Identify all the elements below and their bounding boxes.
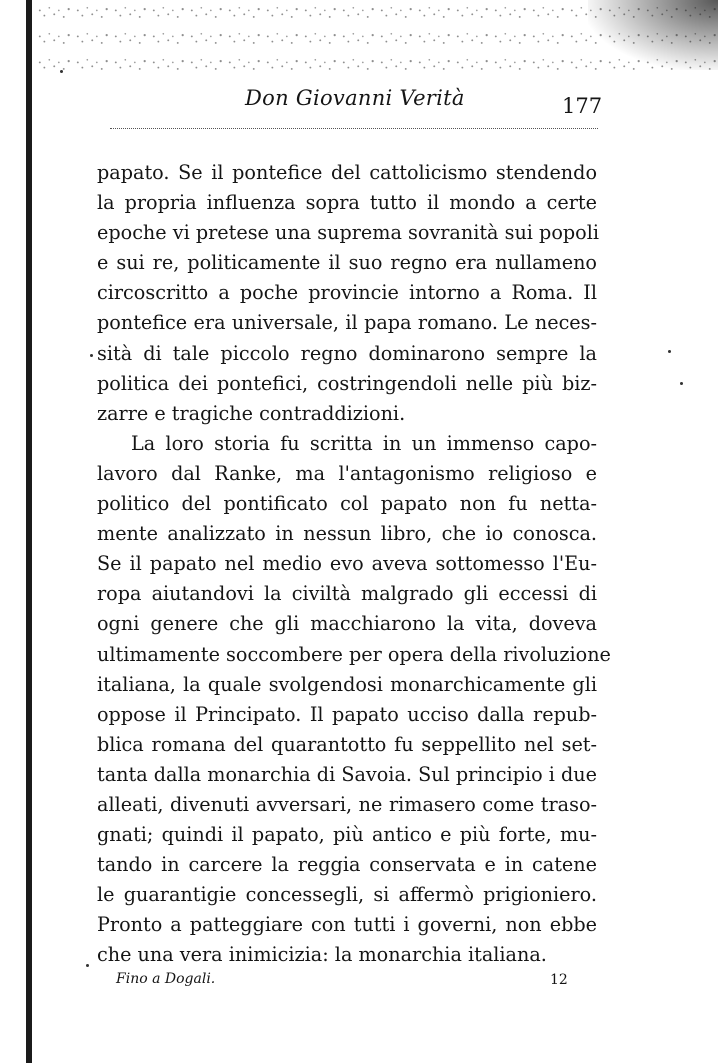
header-rule [110,128,598,129]
text-line: le guarantigie concessegli, si affermò prigioniero. [97,883,597,907]
text-line: Se il papato nel medio evo aveva sottomesso l'Eu- [97,552,597,576]
text-line: Pronto a patteggiare con tutti i governi, non ebbe [97,913,597,937]
signature-mark: Fino a Dogali. [116,971,216,987]
ink-speck [60,70,63,73]
page-binding-edge [26,0,32,1063]
text-line: ropa aiutandovi la civiltà malgrado gli eccessi di [97,582,597,606]
paragraph-end-line: che una vera inimicizia: la monarchia italiana. [97,943,547,967]
scan-noise-corner [588,0,718,70]
ink-speck [680,382,683,385]
text-line: la propria influenza sopra tutto il mondo a certe [97,191,597,215]
text-line: blica romana del quarantotto fu seppellito nel set- [97,732,597,756]
text-line: mente analizzato in nessun libro, che io conosca. [97,522,597,546]
ink-speck [86,964,89,967]
text-line: epoche vi pretese una suprema sovranità sui popoli [97,221,599,245]
text-line: lavoro dal Ranke, ma l'antagonismo religioso e [97,461,597,485]
page-number: 177 [562,94,603,118]
text-line: ogni genere che gli macchiarono la vita, doveva [97,612,597,636]
text-line: ultimamente soccombere per opera della rivoluzione [97,642,611,666]
running-title: Don Giovanni Verità [245,86,465,110]
text-line: sità di tale piccolo regno dominarono sempre la [97,341,597,365]
text-line: papato. Se il pontefice del cattolicismo stendendo [97,161,597,184]
ink-speck [668,350,671,353]
text-line: alleati, divenuti avversari, ne rimasero come traso- [97,792,597,816]
text-line: politica dei pontefici, costringendoli nelle più biz- [97,371,597,395]
text-line: italiana, la quale svolgendosi monarchicamente gli [97,672,597,696]
signature-number: 12 [550,972,568,988]
text-line: tando in carcere la reggia conservata e in catene [97,853,597,877]
body-text [97,158,611,971]
text-line: gnati; quindi il papato, più antico e più forte, mu- [97,823,597,847]
text-line: e sui re, politicamente il suo regno era nullameno [97,251,597,275]
text-line: circoscritto a poche provincie intorno a Roma. Il [97,281,597,305]
text-line: politico del pontificato col papato non fu netta- [97,492,597,516]
paragraph-start-line: La loro storia fu scritta in un immenso capo- [131,431,597,455]
text-line: pontefice era universale, il papa romano. Le neces- [97,311,597,335]
text-line: tanta dalla monarchia di Savoia. Sul principio i due [97,762,597,786]
paragraph-end-line: zarre e tragiche contraddizioni. [97,401,406,425]
text-line: oppose il Principato. Il papato ucciso dalla repub- [97,702,597,726]
ink-speck [90,354,93,357]
